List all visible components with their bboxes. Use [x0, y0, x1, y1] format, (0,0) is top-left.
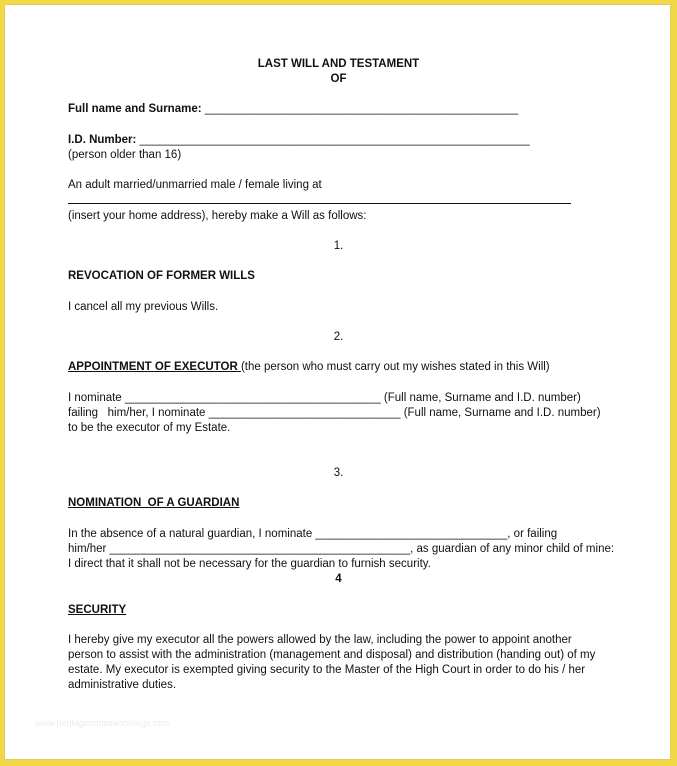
full-name-row — [68, 102, 518, 117]
section-2-heading: APPOINTMENT OF EXECUTOR — [68, 361, 241, 373]
section-4-line-3: estate. My executor is exempted giving security to the Master of the High Court in order to do his / her — [68, 664, 586, 676]
section-2-line-3: to be the executor of my Estate. — [68, 422, 231, 434]
id-number-note: (person older than 16) — [68, 149, 182, 161]
section-2-line-1: I nominate ________________________________________ (Full name, Surname and I.D. number) — [68, 392, 581, 404]
section-1-number: 1. — [333, 240, 344, 252]
section-4-number: 4 — [335, 573, 342, 585]
document-title: LAST WILL AND TESTAMENT — [257, 58, 420, 70]
address-line — [68, 203, 571, 204]
section-2-heading-suffix: (the person who must carry out my wishes stated in this Will) — [240, 361, 550, 373]
section-2-line-2: failing him/her, I nominate ______________________________ (Full name, Surname and I.D. number) — [68, 407, 601, 419]
section-3-heading: NOMINATION OF A GUARDIAN — [68, 497, 240, 509]
section-1-body: I cancel all my previous Wills. — [68, 301, 219, 313]
section-4-heading: SECURITY — [68, 604, 127, 616]
section-1-heading: REVOCATION OF FORMER WILLS — [68, 270, 255, 282]
full-name-blank: _________________________________________________ — [204, 103, 519, 115]
document-title-of: OF — [330, 73, 347, 85]
section-2-number: 2. — [333, 331, 344, 343]
will-document — [5, 5, 672, 761]
section-4-line-2: person to assist with the administration (management and disposal) and distribution (handing out) of my — [68, 649, 596, 661]
section-4-line-1: I hereby give my executor all the powers allowed by the law, including the power to appoint another — [68, 634, 572, 646]
watermark-text: www.heritagechristiancollege.com — [35, 718, 171, 728]
section-3-line-1: In the absence of a natural guardian, I nominate ______________________________, or failing — [68, 528, 558, 540]
id-number-row — [68, 133, 530, 148]
section-3-number: 3. — [333, 467, 344, 479]
section-3-line-3: I direct that it shall not be necessary for the guardian to furnish security. — [68, 558, 431, 570]
address-note: (insert your home address), hereby make a Will as follows: — [68, 210, 367, 222]
full-name-label: Full name and Surname: — [68, 103, 202, 115]
adult-living-text: An adult married/unmarried male / female living at — [68, 179, 322, 191]
id-number-blank: _____________________________________________________________ — [139, 134, 530, 146]
section-4-line-4: administrative duties. — [68, 679, 177, 691]
section-3-line-2: him/her _______________________________________________, as guardian of any minor child of mine: — [68, 543, 615, 555]
id-number-label: I.D. Number: — [68, 134, 137, 146]
page-frame — [4, 4, 671, 760]
section-2-heading-row — [68, 360, 550, 375]
